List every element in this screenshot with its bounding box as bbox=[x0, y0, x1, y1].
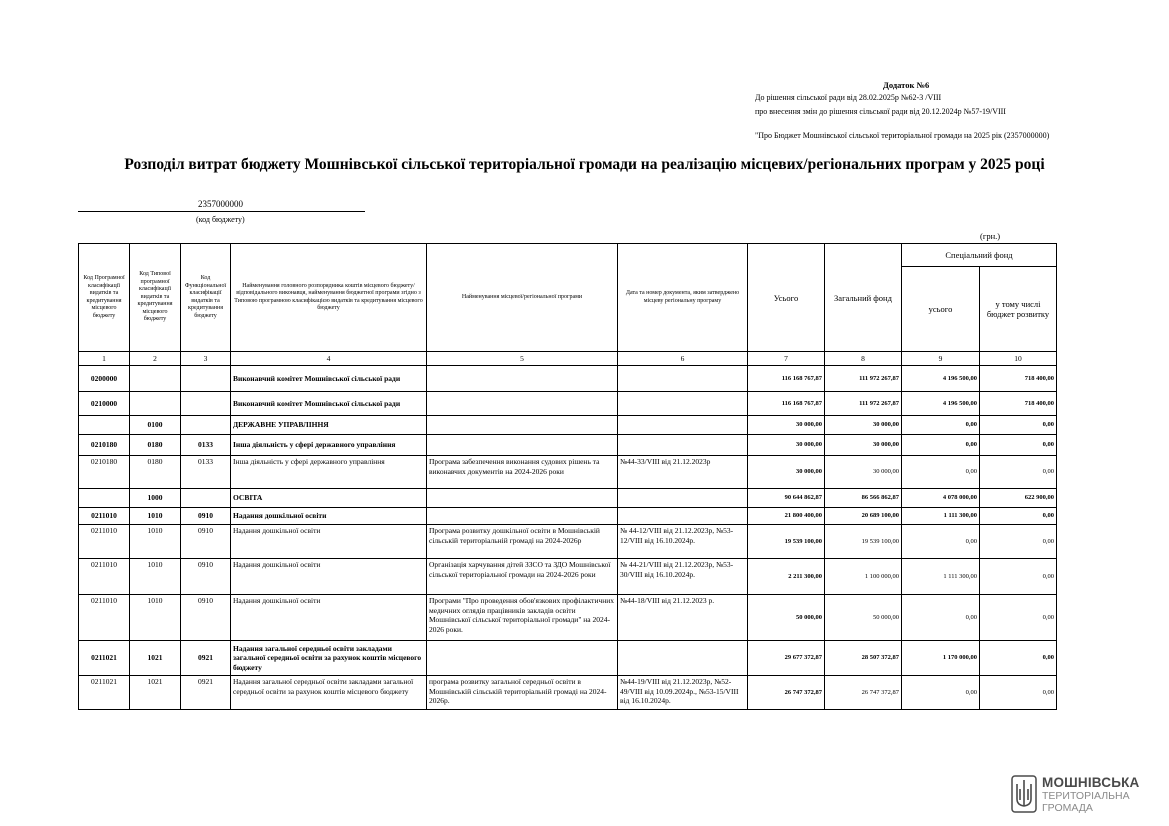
header-kpk: Код Програмної класифікації видатків та кредитування місцевого бюджету bbox=[79, 244, 130, 352]
document-cell bbox=[618, 508, 748, 525]
tpkv-cell: 1010 bbox=[130, 559, 181, 595]
manager-name-cell: Виконавчий комітет Мошнівської сільської ради bbox=[231, 366, 427, 392]
general-fund-cell: 26 747 372,87 bbox=[825, 676, 902, 710]
manager-name-cell: Надання загальної середньої освіти закладами загальної середньої освіти за рахунок коштів місцевого бюджету bbox=[231, 641, 427, 676]
kpk-cell bbox=[79, 416, 130, 435]
document-cell: №44-18/VIII від 21.12.2023 р. bbox=[618, 595, 748, 641]
table-row bbox=[79, 595, 1057, 641]
manager-name-cell: Надання дошкільної освіти bbox=[231, 595, 427, 641]
program-name-cell bbox=[427, 489, 618, 508]
general-fund-cell: 111 972 267,87 bbox=[825, 366, 902, 392]
special-fund-cell: 0,00 bbox=[902, 456, 980, 489]
tpkv-cell: 1010 bbox=[130, 595, 181, 641]
column-number: 6 bbox=[618, 352, 748, 366]
header-development-budget: у тому числі бюджет розвитку bbox=[980, 267, 1057, 352]
general-fund-cell: 30 000,00 bbox=[825, 416, 902, 435]
amendment-reference: про внесення змін до рішення сільської ради від 20.12.2024р №57-19/VIII bbox=[755, 107, 1006, 116]
column-number: 9 bbox=[902, 352, 980, 366]
programs-table bbox=[78, 243, 1057, 710]
currency-note: (грн.) bbox=[980, 231, 1001, 241]
logo-text-line3: ГРОМАДА bbox=[1042, 802, 1093, 814]
general-fund-cell: 1 100 000,00 bbox=[825, 559, 902, 595]
development-budget-cell: 0,00 bbox=[980, 416, 1057, 435]
development-budget-cell: 0,00 bbox=[980, 508, 1057, 525]
tpkv-cell: 0180 bbox=[130, 456, 181, 489]
program-name-cell: Організація харчування дітей ЗЗСО та ЗДО Мошнівської сільської територіальної громади на 2024-2026 роки bbox=[427, 559, 618, 595]
kpk-cell: 0211021 bbox=[79, 641, 130, 676]
development-budget-cell: 0,00 bbox=[980, 456, 1057, 489]
total-cell: 19 539 100,00 bbox=[748, 525, 825, 559]
table-row bbox=[79, 641, 1057, 676]
program-name-cell bbox=[427, 366, 618, 392]
general-fund-cell: 30 000,00 bbox=[825, 435, 902, 456]
development-budget-cell: 0,00 bbox=[980, 595, 1057, 641]
manager-name-cell: Надання дошкільної освіти bbox=[231, 525, 427, 559]
kfk-cell bbox=[181, 416, 231, 435]
general-fund-cell: 30 000,00 bbox=[825, 456, 902, 489]
document-cell bbox=[618, 489, 748, 508]
general-fund-cell: 50 000,00 bbox=[825, 595, 902, 641]
special-fund-cell: 0,00 bbox=[902, 435, 980, 456]
kpk-cell: 0211010 bbox=[79, 525, 130, 559]
kpk-cell: 0210000 bbox=[79, 392, 130, 416]
addendum-title: Додаток №6 bbox=[883, 80, 930, 90]
kfk-cell: 0921 bbox=[181, 641, 231, 676]
program-name-cell: програма розвитку загальної середньої освіти в Мошнівській сільській територіальній громаді на 2024-2026р. bbox=[427, 676, 618, 710]
header-total: Усього bbox=[748, 244, 825, 352]
total-cell: 50 000,00 bbox=[748, 595, 825, 641]
total-cell: 21 800 400,00 bbox=[748, 508, 825, 525]
table-row bbox=[79, 676, 1057, 710]
general-fund-cell: 20 689 100,00 bbox=[825, 508, 902, 525]
header-program-name: Найменування місцевої/регіональної програми bbox=[427, 244, 618, 352]
general-fund-cell: 111 972 267,87 bbox=[825, 392, 902, 416]
document-title: Розподіл витрат бюджету Мошнівської сільської територіальної громади на реалізацію місцевих/регіональних програм у 2025 році bbox=[124, 156, 1045, 173]
header-kfk: Код Функціональної класифікації видатків та кредитування бюджету bbox=[181, 244, 231, 352]
special-fund-cell: 0,00 bbox=[902, 676, 980, 710]
total-cell: 30 000,00 bbox=[748, 456, 825, 489]
community-logo bbox=[1011, 775, 1161, 815]
total-cell: 116 168 767,87 bbox=[748, 392, 825, 416]
table-row bbox=[79, 525, 1057, 559]
development-budget-cell: 0,00 bbox=[980, 435, 1057, 456]
general-fund-cell: 28 507 372,87 bbox=[825, 641, 902, 676]
program-name-cell: Програма розвитку дошкільної освіти в Мошнівській сільській територіальній громаді на 2024-2026р bbox=[427, 525, 618, 559]
total-cell: 29 677 372,87 bbox=[748, 641, 825, 676]
total-cell: 30 000,00 bbox=[748, 416, 825, 435]
tpkv-cell bbox=[130, 392, 181, 416]
special-fund-cell: 0,00 bbox=[902, 416, 980, 435]
kfk-cell bbox=[181, 489, 231, 508]
table-row bbox=[79, 456, 1057, 489]
program-name-cell bbox=[427, 416, 618, 435]
budget-reference: "Про Бюджет Мошнівської сільської територіальної громади на 2025 рік (2357000000) bbox=[755, 131, 1050, 140]
general-fund-cell: 86 566 862,87 bbox=[825, 489, 902, 508]
kfk-cell: 0910 bbox=[181, 595, 231, 641]
kfk-cell: 0910 bbox=[181, 525, 231, 559]
document-cell bbox=[618, 366, 748, 392]
development-budget-cell: 0,00 bbox=[980, 641, 1057, 676]
table-row bbox=[79, 392, 1057, 416]
special-fund-cell: 4 078 000,00 bbox=[902, 489, 980, 508]
kfk-cell: 0133 bbox=[181, 456, 231, 489]
manager-name-cell: Інша діяльність у сфері державного управління bbox=[231, 435, 427, 456]
document-cell bbox=[618, 435, 748, 456]
kpk-cell: 0211010 bbox=[79, 559, 130, 595]
total-cell: 116 168 767,87 bbox=[748, 366, 825, 392]
kpk-cell: 0210180 bbox=[79, 435, 130, 456]
special-fund-cell: 1 170 000,00 bbox=[902, 641, 980, 676]
development-budget-cell: 622 900,00 bbox=[980, 489, 1057, 508]
document-cell bbox=[618, 392, 748, 416]
column-number: 5 bbox=[427, 352, 618, 366]
tpkv-cell: 1010 bbox=[130, 525, 181, 559]
table-row bbox=[79, 559, 1057, 595]
program-name-cell: Програми "Про проведення обов'язкових профілактичних медичних оглядів працівників закладів освіти Мошнівської сільської територіальної громади" на 2024-2026 роки. bbox=[427, 595, 618, 641]
header-special-fund: Спеціальний фонд bbox=[902, 244, 1057, 267]
program-name-cell bbox=[427, 508, 618, 525]
table-row bbox=[79, 508, 1057, 525]
development-budget-cell: 0,00 bbox=[980, 676, 1057, 710]
special-fund-cell: 4 196 500,00 bbox=[902, 366, 980, 392]
manager-name-cell: Надання дошкільної освіти bbox=[231, 508, 427, 525]
development-budget-cell: 718 400,00 bbox=[980, 366, 1057, 392]
column-number: 10 bbox=[980, 352, 1057, 366]
table-row bbox=[79, 416, 1057, 435]
program-name-cell: Програма забезпечення виконання судових рішень та виконавчих документів на 2024-2026 роки bbox=[427, 456, 618, 489]
kfk-cell: 0133 bbox=[181, 435, 231, 456]
development-budget-cell: 718 400,00 bbox=[980, 392, 1057, 416]
kpk-cell: 0211010 bbox=[79, 595, 130, 641]
tpkv-cell: 1000 bbox=[130, 489, 181, 508]
column-number: 4 bbox=[231, 352, 427, 366]
total-cell: 2 211 300,00 bbox=[748, 559, 825, 595]
column-number: 2 bbox=[130, 352, 181, 366]
tpkv-cell: 1021 bbox=[130, 676, 181, 710]
special-fund-cell: 1 111 300,00 bbox=[902, 508, 980, 525]
header-document: Дата та номер документа, яким затверджено місцеву регіональну програму bbox=[618, 244, 748, 352]
special-fund-cell: 0,00 bbox=[902, 595, 980, 641]
column-number: 8 bbox=[825, 352, 902, 366]
header-special-total: усього bbox=[902, 267, 980, 352]
budget-code-underline bbox=[78, 211, 365, 212]
trident-icon bbox=[1011, 775, 1037, 813]
total-cell: 90 644 862,87 bbox=[748, 489, 825, 508]
tpkv-cell: 0100 bbox=[130, 416, 181, 435]
decision-reference: До рішення сільської ради від 28.02.2025р №62-3 /VIII bbox=[755, 93, 942, 102]
column-number-row bbox=[79, 352, 1057, 366]
program-name-cell bbox=[427, 435, 618, 456]
document-cell: №44-33/VIII від 21.12.2023р bbox=[618, 456, 748, 489]
kfk-cell bbox=[181, 392, 231, 416]
tpkv-cell bbox=[130, 366, 181, 392]
tpkv-cell: 1010 bbox=[130, 508, 181, 525]
kpk-cell: 0211010 bbox=[79, 508, 130, 525]
tpkv-cell: 1021 bbox=[130, 641, 181, 676]
special-fund-cell: 0,00 bbox=[902, 525, 980, 559]
special-fund-cell: 1 111 300,00 bbox=[902, 559, 980, 595]
manager-name-cell: Надання дошкільної освіти bbox=[231, 559, 427, 595]
kfk-cell: 0910 bbox=[181, 508, 231, 525]
document-cell: № 44-21/VIII від 21.12.2023р, №53-30/VIII від 16.10.2024р. bbox=[618, 559, 748, 595]
document-cell: №44-19/VIII від 21.12.2023р, №52-49/VIII від 10.09.2024р., №53-15/VIII від 16.10.2024р. bbox=[618, 676, 748, 710]
table-row bbox=[79, 366, 1057, 392]
header-tpkv: Код Типової програмної класифікації видатків та кредитування місцевого бюджету bbox=[130, 244, 181, 352]
manager-name-cell: Інша діяльність у сфері державного управління bbox=[231, 456, 427, 489]
document-cell: № 44-12/VIII від 21.12.2023р, №53-12/VIII від 16.10.2024р. bbox=[618, 525, 748, 559]
program-name-cell bbox=[427, 392, 618, 416]
development-budget-cell: 0,00 bbox=[980, 559, 1057, 595]
development-budget-cell: 0,00 bbox=[980, 525, 1057, 559]
header-manager-name: Найменування головного розпорядника коштів місцевого бюджету/ відповідального виконавця, найменування бюджетної програми згідно з Типовою програмною класифікацією видатків та кредитування місцевого бюджету bbox=[231, 244, 427, 352]
logo-text-line1: МОШНІВСЬКА bbox=[1042, 775, 1140, 790]
kpk-cell bbox=[79, 489, 130, 508]
document-cell bbox=[618, 416, 748, 435]
logo-text-line2: ТЕРИТОРІАЛЬНА bbox=[1042, 790, 1130, 802]
document-cell bbox=[618, 641, 748, 676]
general-fund-cell: 19 539 100,00 bbox=[825, 525, 902, 559]
column-number: 3 bbox=[181, 352, 231, 366]
manager-name-cell: Виконавчий комітет Мошнівської сільської ради bbox=[231, 392, 427, 416]
table-row bbox=[79, 435, 1057, 456]
table-row bbox=[79, 489, 1057, 508]
tpkv-cell: 0180 bbox=[130, 435, 181, 456]
column-number: 7 bbox=[748, 352, 825, 366]
budget-code-caption: (код бюджету) bbox=[196, 215, 245, 224]
manager-name-cell: Надання загальної середньої освіти закладами загальної середньої освіти за рахунок коштів місцевого бюджету bbox=[231, 676, 427, 710]
kfk-cell: 0921 bbox=[181, 676, 231, 710]
column-number: 1 bbox=[79, 352, 130, 366]
kfk-cell bbox=[181, 366, 231, 392]
budget-code-value: 2357000000 bbox=[198, 199, 243, 209]
manager-name-cell: ОСВІТА bbox=[231, 489, 427, 508]
program-name-cell bbox=[427, 641, 618, 676]
kpk-cell: 0200000 bbox=[79, 366, 130, 392]
kfk-cell: 0910 bbox=[181, 559, 231, 595]
manager-name-cell: ДЕРЖАВНЕ УПРАВЛІННЯ bbox=[231, 416, 427, 435]
header-general-fund: Загальний фонд bbox=[825, 244, 902, 352]
total-cell: 30 000,00 bbox=[748, 435, 825, 456]
kpk-cell: 0210180 bbox=[79, 456, 130, 489]
special-fund-cell: 4 196 500,00 bbox=[902, 392, 980, 416]
total-cell: 26 747 372,87 bbox=[748, 676, 825, 710]
kpk-cell: 0211021 bbox=[79, 676, 130, 710]
